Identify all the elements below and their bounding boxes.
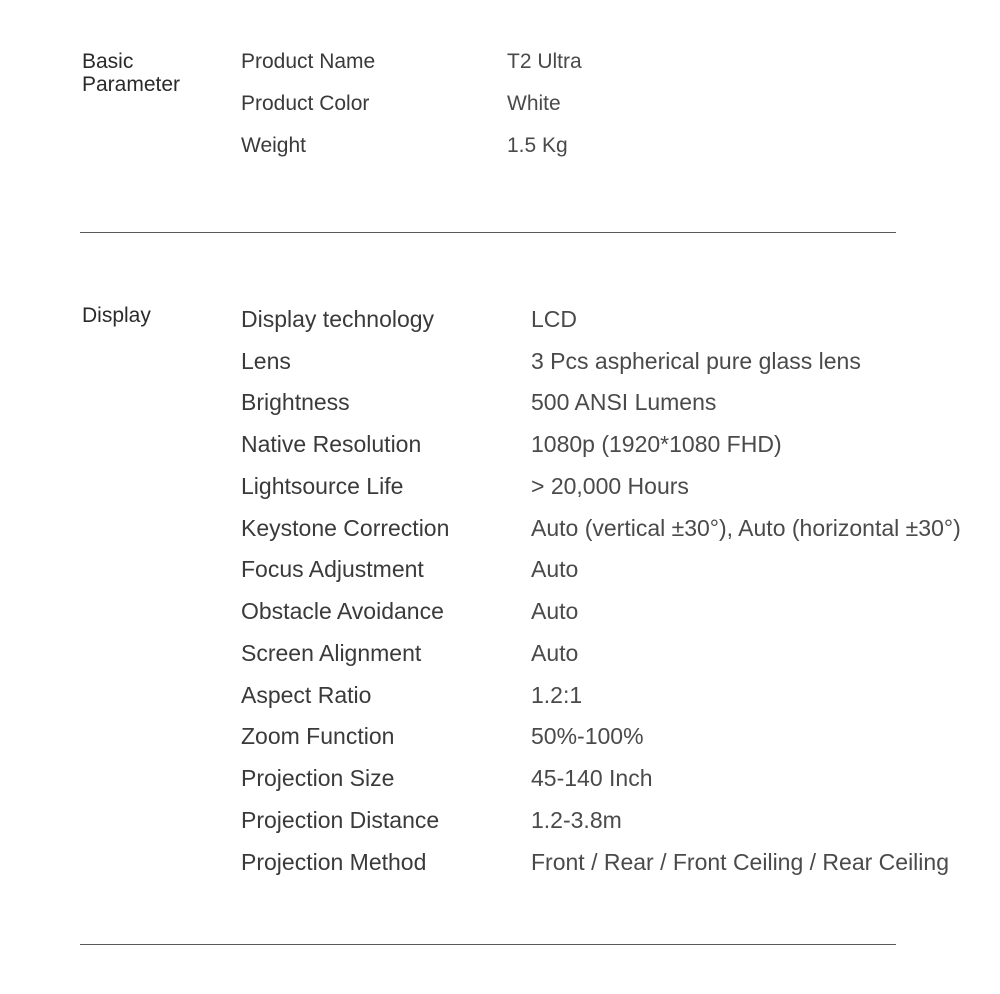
spec-row-projection-distance: [241, 802, 1000, 838]
spec-value: 1.2:1: [531, 682, 583, 708]
spec-value: 1080p (1920*1080 FHD): [531, 431, 782, 457]
spec-value: Auto: [531, 640, 579, 666]
spec-label: Weight: [241, 134, 306, 157]
spec-label: Screen Alignment: [241, 640, 422, 666]
spec-value: Front / Rear / Front Ceiling / Rear Ceiling: [531, 849, 949, 875]
spec-label: Aspect Ratio: [241, 682, 372, 708]
spec-row-obstacle-avoidance: [241, 593, 1000, 629]
spec-row-lens: [241, 343, 1000, 379]
section-title-line: Display: [82, 304, 151, 327]
spec-label: Projection Distance: [241, 807, 440, 833]
spec-label: Brightness: [241, 389, 350, 415]
spec-value: 3 Pcs aspherical pure glass lens: [531, 348, 861, 374]
spec-label: Obstacle Avoidance: [241, 598, 444, 624]
section-title-line: Basic: [82, 50, 134, 73]
spec-row-product-color: [241, 86, 1000, 122]
spec-row-focus-adjustment: [241, 551, 1000, 587]
spec-row-projection-method: [241, 844, 1000, 880]
spec-label: Projection Method: [241, 849, 427, 875]
spec-value: LCD: [531, 306, 578, 332]
spec-label: Keystone Correction: [241, 515, 450, 541]
spec-value: 1.2-3.8m: [531, 807, 622, 833]
spec-value: Auto (vertical ±30°), Auto (horizontal ±30°): [531, 515, 961, 541]
section-title-basic-parameter: [82, 50, 180, 96]
spec-value: 50%-100%: [531, 723, 644, 749]
spec-row-product-name: [241, 44, 1000, 80]
spec-row-aspect-ratio: [241, 677, 1000, 713]
section-divider: [80, 944, 896, 945]
spec-value: White: [507, 92, 561, 115]
spec-value: T2 Ultra: [507, 50, 582, 73]
spec-row-weight: [241, 128, 1000, 164]
section-divider: [80, 232, 896, 233]
spec-value: 45-140 Inch: [531, 765, 653, 791]
spec-label: Display technology: [241, 306, 435, 332]
spec-label: Zoom Function: [241, 723, 395, 749]
section-title-display: [82, 304, 151, 327]
spec-label: Projection Size: [241, 765, 395, 791]
section-title-line: Parameter: [82, 73, 181, 96]
spec-row-zoom-function: [241, 718, 1000, 754]
spec-row-lightsource-life: [241, 468, 1000, 504]
spec-label: Native Resolution: [241, 431, 422, 457]
spec-label: Lens: [241, 348, 291, 374]
spec-value: Auto: [531, 556, 579, 582]
spec-value: 1.5 Kg: [507, 134, 568, 157]
spec-label: Product Color: [241, 92, 370, 115]
spec-value: > 20,000 Hours: [531, 473, 689, 499]
spec-row-keystone-correction: [241, 510, 1000, 546]
spec-label: Product Name: [241, 50, 376, 73]
spec-row-native-resolution: [241, 426, 1000, 462]
spec-row-display-technology: [241, 301, 1000, 337]
spec-label: Lightsource Life: [241, 473, 404, 499]
spec-label: Focus Adjustment: [241, 556, 424, 582]
spec-row-brightness: [241, 384, 1000, 420]
spec-value: 500 ANSI Lumens: [531, 389, 717, 415]
spec-value: Auto: [531, 598, 579, 624]
spec-row-screen-alignment: [241, 635, 1000, 671]
spec-row-projection-size: [241, 760, 1000, 796]
